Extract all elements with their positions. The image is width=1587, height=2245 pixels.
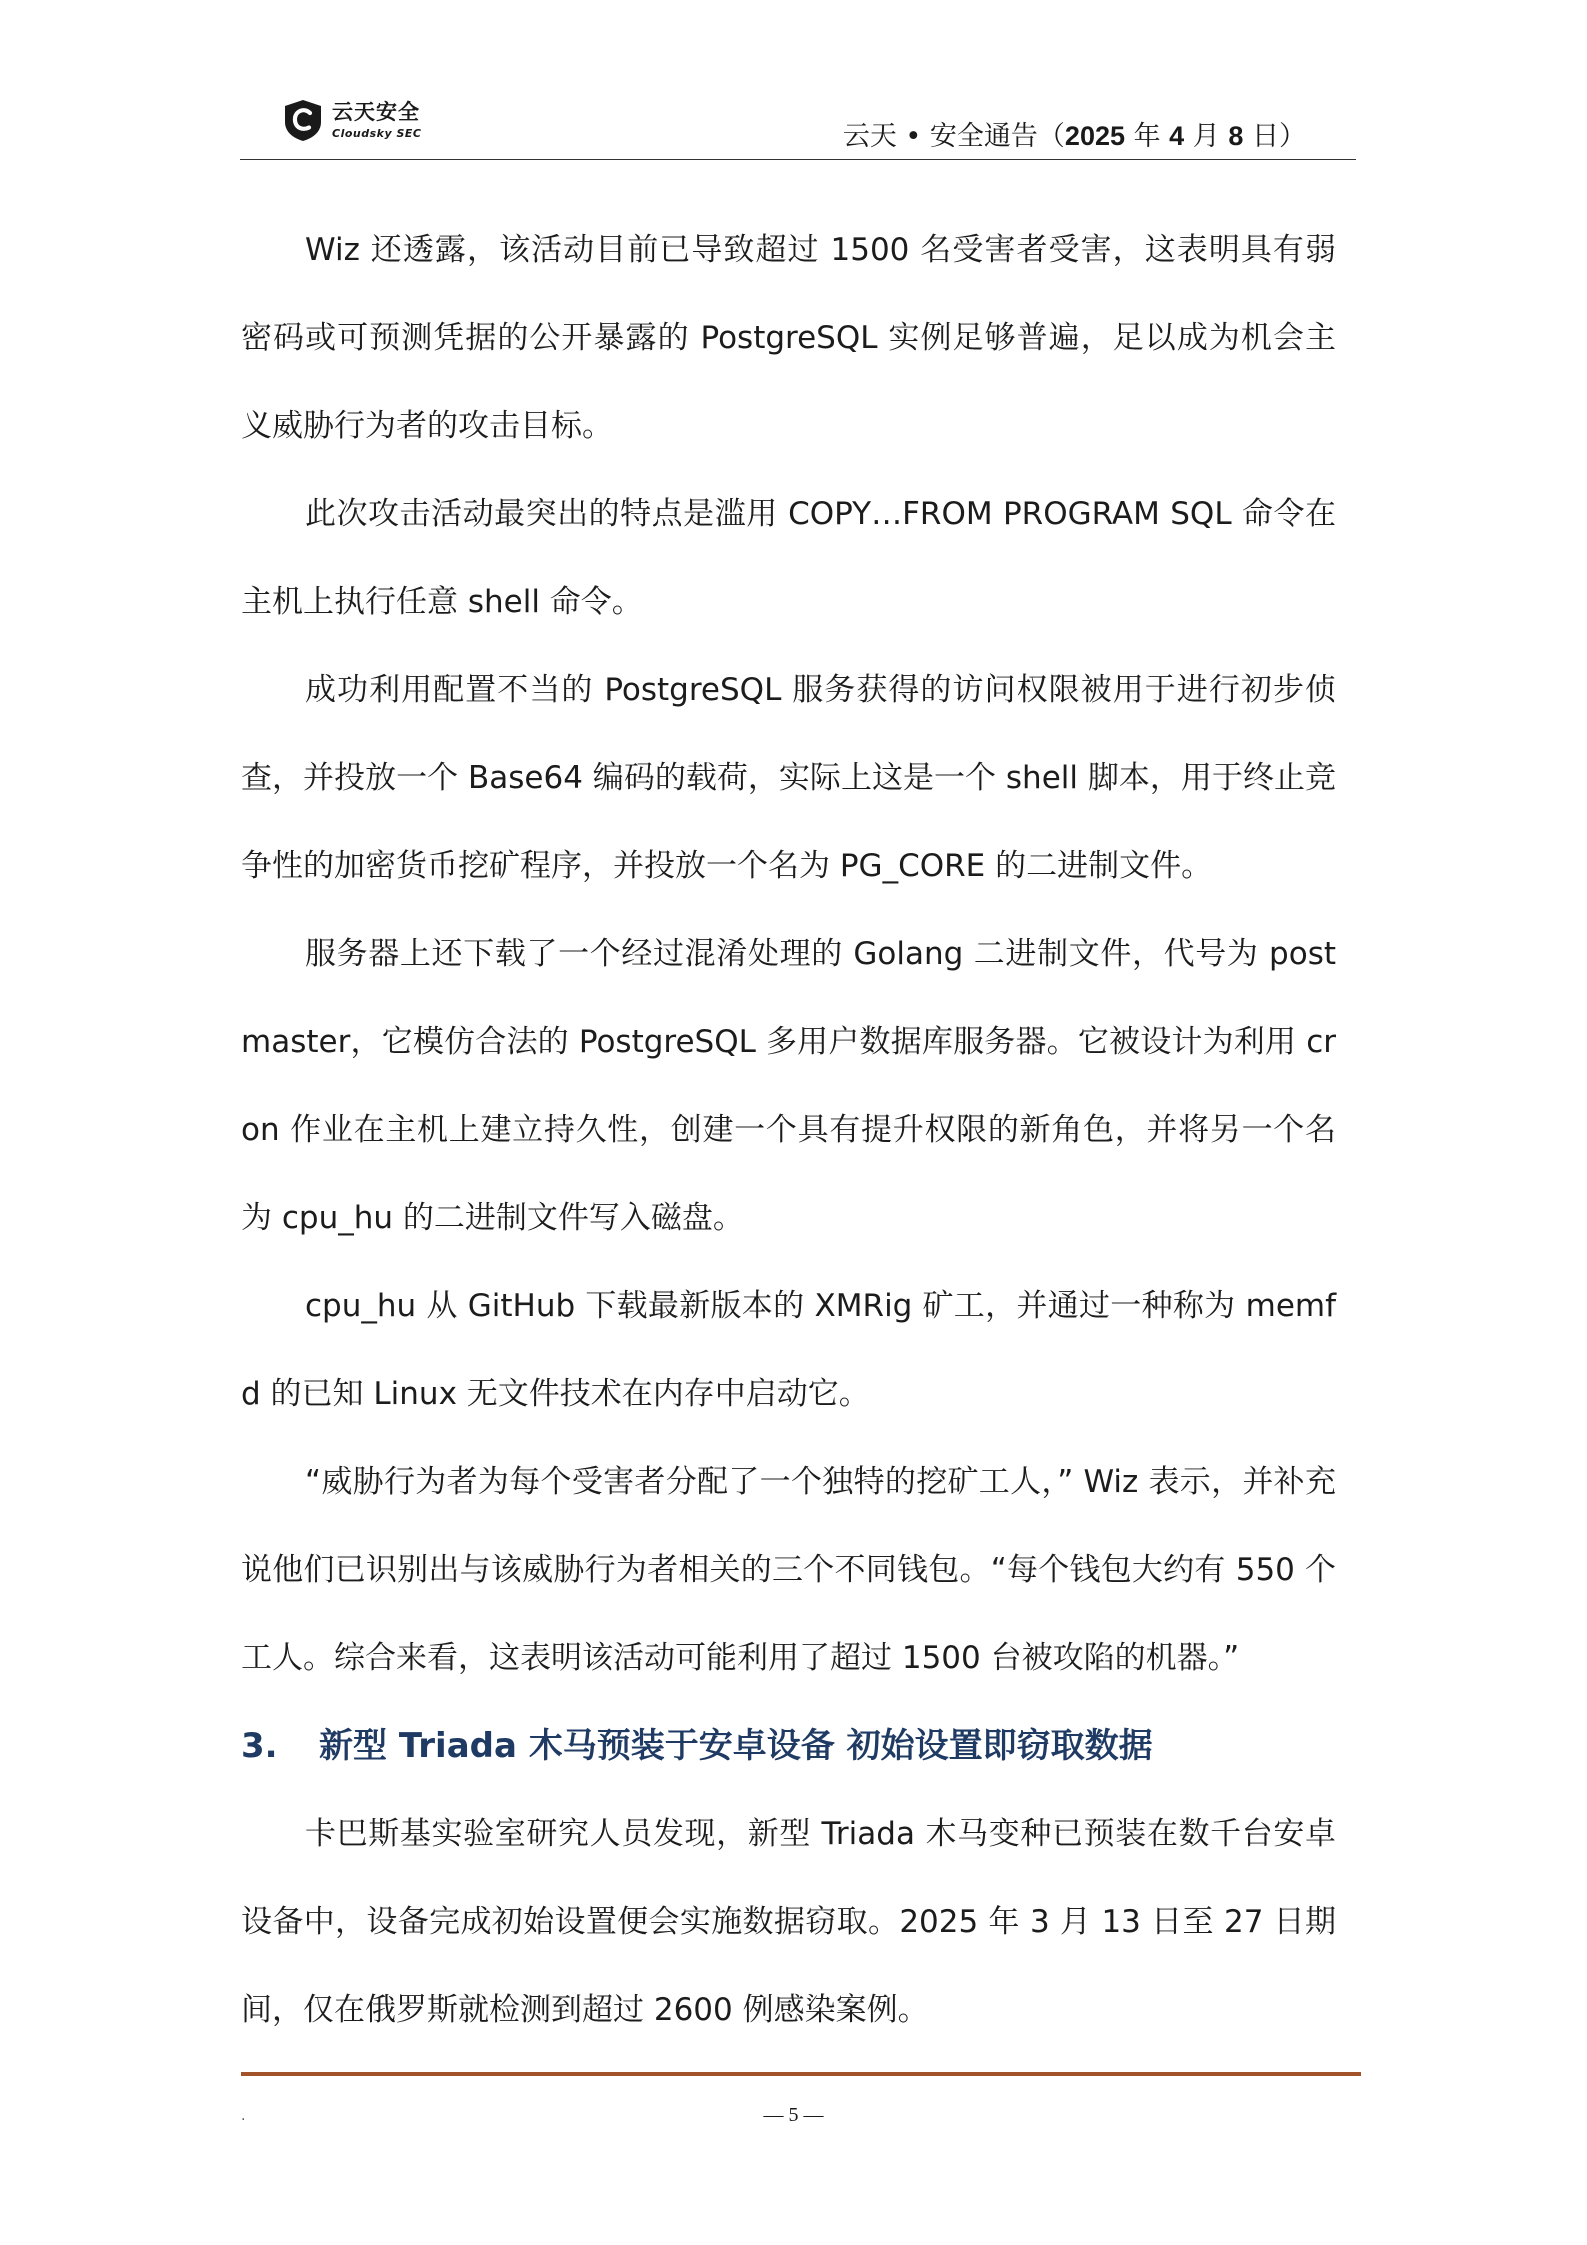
body-paragraph: 服务器上还下载了一个经过混淆处理的 Golang 二进制文件，代号为 postmaster，它模仿合法的 PostgreSQL 多用户数据库服务器。它被设计为利用 cron 作业在主机上建立持久性，创建一个具有提升权限的新角色，并将另一个名为 cpu_hu 的二进制文件写入磁盘。 [241, 936, 1336, 1236]
bulletin-month-unit: 月 [1184, 121, 1229, 152]
logo-en-text: Cloudsky SEC [332, 126, 422, 140]
body-paragraph: 此次攻击活动最突出的特点是滥用 COPY…FROM PROGRAM SQL 命令在主机上执行任意 shell 命令。 [241, 496, 1336, 620]
bulletin-year-unit: 年 [1125, 121, 1170, 152]
page-number: — 5 — [763, 2104, 824, 2126]
bulletin-title [843, 114, 1306, 153]
shield-logo-icon [282, 98, 324, 142]
section-heading [241, 1702, 1336, 1790]
body-paragraph: Wiz 还透露，该活动目前已导致超过 1500 名受害者受害，这表明具有弱密码或可预测凭据的公开暴露的 PostgreSQL 实例足够普遍，足以成为机会主义威胁行为者的攻击目标。 [241, 232, 1336, 444]
bulletin-day-unit: 日） [1243, 121, 1306, 152]
bulletin-title-prefix: 云天 • 安全通告（ [842, 121, 1065, 152]
body-paragraph: cpu_hu 从 GitHub 下载最新版本的 XMRig 矿工，并通过一种称为 memfd 的已知 Linux 无文件技术在内存中启动它。 [241, 1288, 1336, 1412]
body-paragraph: “威胁行为者为每个受害者分配了一个独特的挖矿工人，” Wiz 表示，并补充说他们已识别出与该威胁行为者相关的三个不同钱包。“每个钱包大约有 550 个工人。综合来看，这表明该活动可能利用了超过 1500 台被攻陷的机器。” [241, 1464, 1336, 1676]
article-body [241, 206, 1336, 2054]
logo-cn-text: 云天安全 [332, 99, 420, 124]
body-paragraph: 卡巴斯基实验室研究人员发现，新型 Triada 木马变种已预装在数千台安卓设备中，设备完成初始设置便会实施数据窃取。2025 年 3 月 13 日至 27 日期间，仅在俄罗斯就检测到超过 2600 例感染案例。 [241, 1816, 1336, 2028]
bulletin-day: 8 [1228, 121, 1244, 151]
bulletin-year: 2025 [1064, 121, 1125, 151]
footer-dot: . [241, 2108, 246, 2124]
bulletin-month: 4 [1169, 121, 1185, 151]
body-paragraph: 成功利用配置不当的 PostgreSQL 服务获得的访问权限被用于进行初步侦查，并投放一个 Base64 编码的载荷，实际上这是一个 shell 脚本，用于终止竞争性的加密货币挖矿程序，并投放一个名为 PG_CORE 的二进制文件。 [241, 672, 1336, 884]
header-divider [240, 159, 1356, 160]
section-title: 新型 Triada 木马预装于安卓设备 初始设置即窃取数据 [319, 1726, 1153, 1766]
footer-divider [241, 2072, 1361, 2076]
section-number: 3. [241, 1726, 278, 1766]
company-logo [282, 98, 421, 142]
page-header [240, 92, 1356, 162]
